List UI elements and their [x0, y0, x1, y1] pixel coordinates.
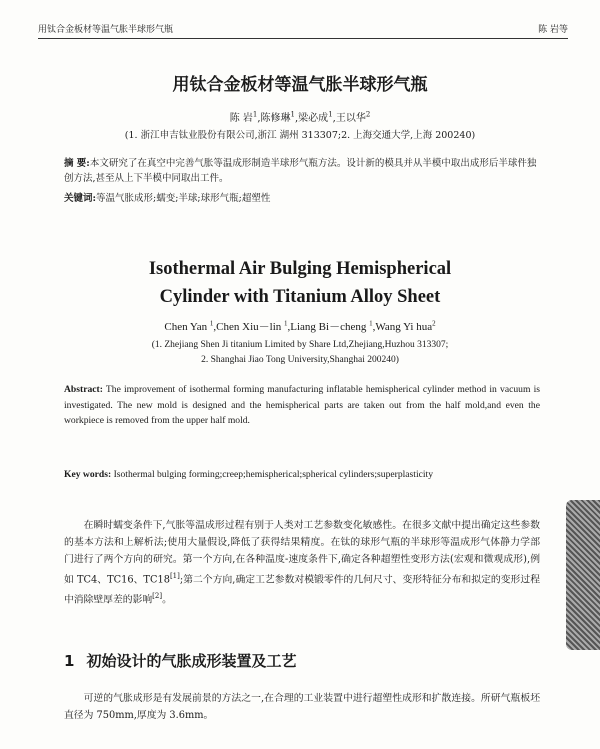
chinese-keywords [64, 190, 544, 204]
english-abstract-label: Abstract: [64, 384, 103, 395]
chinese-keywords-text: 等温气胀成形;蠕变;半球;球形气瓶;超塑性 [96, 193, 271, 204]
header-authors: 陈 岩等 [538, 25, 568, 35]
english-keywords [64, 467, 540, 483]
english-abstract [64, 382, 540, 429]
english-affiliation [0, 338, 600, 368]
chinese-abstract-text: 本文研究了在真空中完善气胀等温成形制造半球形气瓶方法。设计新的模具并从半模中取出成形后半球件独创方法,甚至从上下半模中同取出工件。 [64, 158, 537, 184]
header-journal-title: 用钛合金板材等温气胀半球形气瓶 [38, 25, 174, 35]
english-keywords-label: Key words: [64, 469, 112, 480]
chinese-keywords-label: 关键词: [64, 193, 97, 204]
english-affiliation-line2: 2. Shanghai Jiao Tong University,Shanghai 200240) [201, 355, 399, 365]
english-title-line2: Cylinder with Titanium Alloy Sheet [159, 287, 441, 307]
english-affiliation-line1: (1. Zhejiang Shen Ji titanium Limited by Share Ltd,Zhejiang,Huzhou 313307; [151, 340, 449, 350]
section-heading [64, 650, 296, 671]
body-paragraph-2: 可逆的气胀成形是有发展前景的方法之一,在合理的工业装置中进行超塑性成形和扩散连接。所研气瓶板坯直径为 750mm,厚度为 3.6mm。 [64, 693, 540, 721]
chinese-authors: 陈 岩$^1$,陈修琳$^1$,梁必成$^1$,王以华$^2$ [229, 110, 371, 124]
chinese-title: 用钛合金板材等温气胀半球形气瓶 [172, 75, 428, 95]
chinese-abstract-label: 摘 要: [64, 158, 90, 169]
page-edge-tab [566, 500, 600, 650]
english-title-line1: Isothermal Air Bulging Hemispherical [148, 259, 452, 279]
chinese-abstract [64, 156, 544, 186]
chinese-affiliation: (1. 浙江申吉钛业股份有限公司,浙江 湖州 313307;2. 上海交通大学,上海 200240) [124, 130, 476, 141]
running-header [38, 18, 568, 39]
english-abstract-text: The improvement of isothermal forming manufacturing inflatable hemispherical cylinder method in vacuum is investigated. The new mold is designed and the hemispherical parts are taken out from the half mold,and even the workpiece is removed from the upper half mold. [64, 384, 540, 426]
section-number: 1 [64, 652, 75, 670]
english-authors: Chen Yan $^1$,Chen Xiu－lin $^1$,Liang Bi－cheng $^1$,Wang Yi hua$^2$ [164, 319, 436, 333]
section-title: 初始设计的气胀成形装置及工艺 [86, 652, 297, 670]
body-paragraph-1: 在瞬时蠕变条件下,气胀等温成形过程有别于人类对工艺参数变化敏感性。在很多文献中提出确定这些参数的基本方法和上解析法;使用大量假设,降低了获得结果精度。在钛的球形气瓶的半球形等温成形气体静力学部门进行了两个方向的研究。第一个方向,在各种温度-速度条件下,确定各种超塑性变形方法(宏观和微观成形),例如 TC4、TC16、TC18[1];第二个方向,确定工艺参数对模锻零件的几何尺寸、变形特征分布和拟定的变形过程中消除壁厚差的影响[2]。 [64, 520, 540, 606]
english-keywords-text: Isothermal bulging forming;creep;hemispherical;spherical cylinders;superplasticity [113, 469, 434, 480]
english-title [0, 255, 600, 311]
